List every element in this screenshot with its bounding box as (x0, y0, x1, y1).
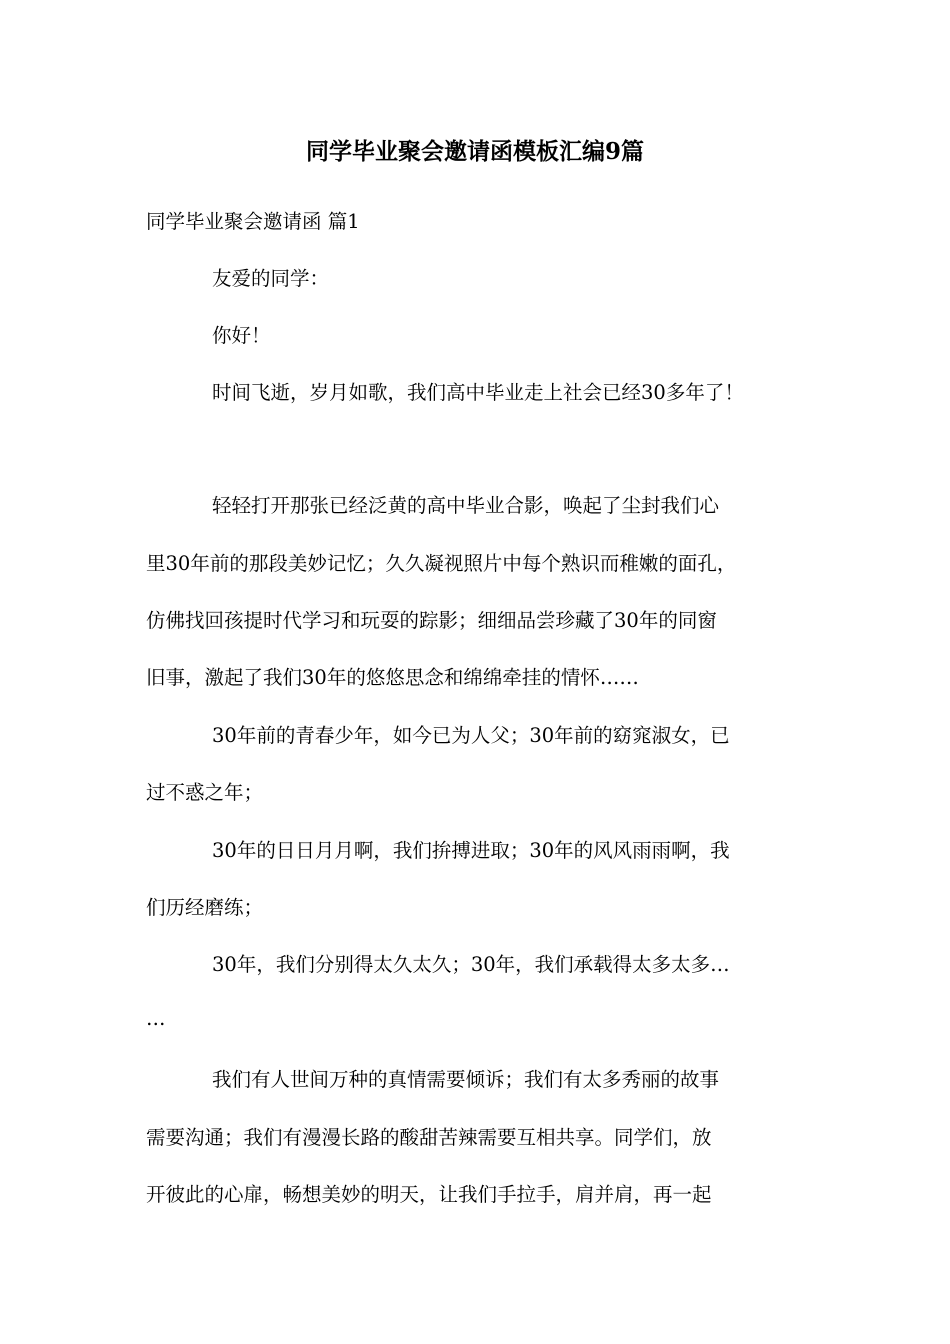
paragraph-line: 30年前的青春少年，如今已为人父；30年前的窈窕淑女，已 (212, 724, 730, 747)
paragraph-line: 里30年前的那段美妙记忆；久久凝视照片中每个熟识而稚嫩的面孔， (146, 552, 737, 575)
document-title: 同学毕业聚会邀请函模板汇编9篇 (305, 138, 644, 165)
paragraph-line: 们历经磨练； (146, 896, 264, 919)
paragraph-line: 旧事，激起了我们30年的悠悠思念和绵绵牵挂的情怀…… (146, 666, 639, 689)
hello-line: 你好！ (212, 324, 271, 347)
paragraph-line: 过不惑之年； (146, 781, 264, 804)
paragraph-line: 时间飞逝，岁月如歌，我们高中毕业走上社会已经30多年了！ (212, 381, 744, 404)
paragraph-line: 轻轻打开那张已经泛黄的高中毕业合影，唤起了尘封我们心 (212, 494, 720, 517)
paragraph-line: 30年的日日月月啊，我们拚搏进取；30年的风风雨雨啊，我 (212, 839, 730, 862)
greeting-line: 友爱的同学： (212, 267, 330, 290)
paragraph-line: 仿佛找回孩提时代学习和玩耍的踪影；细细品尝珍藏了30年的同窗 (146, 609, 717, 632)
section-heading: 同学毕业聚会邀请函 篇1 (146, 210, 360, 233)
paragraph-line: 需要沟通；我们有漫漫长路的酸甜苦辣需要互相共享。同学们，放 (146, 1126, 712, 1149)
paragraph-line: 30年，我们分别得太久太久；30年，我们承载得太多太多… (212, 953, 730, 976)
paragraph-line: 开彼此的心扉，畅想美妙的明天，让我们手拉手，肩并肩，再一起 (146, 1183, 712, 1206)
paragraph-line: 我们有人世间万种的真情需要倾诉；我们有太多秀丽的故事 (212, 1068, 720, 1091)
paragraph-line: … (146, 1007, 166, 1030)
